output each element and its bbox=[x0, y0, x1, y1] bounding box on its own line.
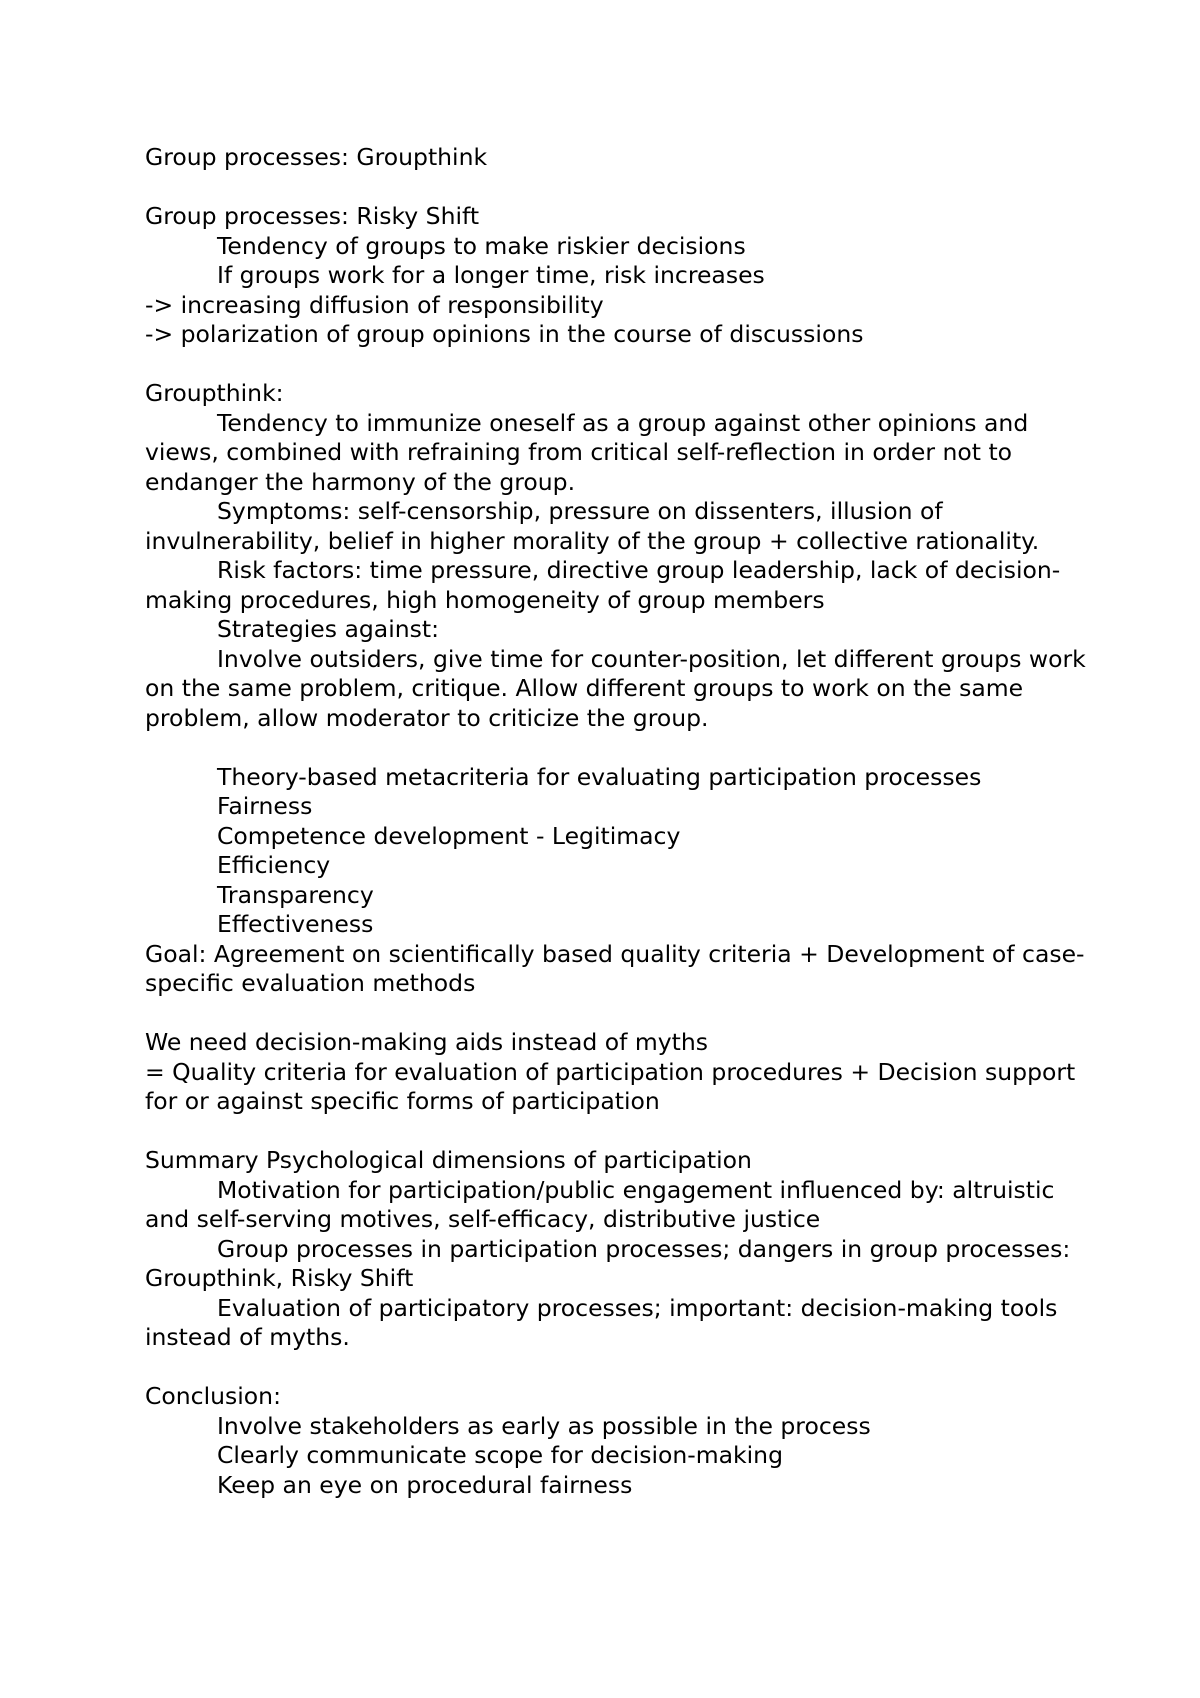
spacer bbox=[145, 173, 1095, 203]
decision-aids-heading: We need decision-making aids instead of myths bbox=[145, 1028, 709, 1056]
risky-shift-arrow-1: -> increasing diffusion of responsibility bbox=[145, 290, 604, 319]
goal-text: Goal: Agreement on scientifically based quality criteria + Development of case-specific evaluation methods bbox=[145, 939, 1085, 997]
conclusion-item: Clearly communicate scope for decision-making bbox=[217, 1441, 783, 1469]
groupthink-strategies: Involve outsiders, give time for counter-position, let different groups work on the same problem, critique. Allow different groups to work on the same problem, allow moderator to criticize the group. bbox=[145, 644, 1086, 732]
groupthink-heading: Groupthink: bbox=[145, 379, 284, 407]
conclusion-item: Keep an eye on procedural fairness bbox=[217, 1470, 633, 1499]
spacer bbox=[145, 350, 1095, 380]
risky-shift-arrow-2: -> polarization of group opinions in the course of discussions bbox=[145, 320, 864, 348]
document-page bbox=[145, 143, 1095, 1500]
spacer bbox=[145, 1117, 1095, 1147]
conclusion-heading: Conclusion: bbox=[145, 1382, 281, 1410]
groupthink-strategies-heading: Strategies against: bbox=[217, 615, 439, 643]
summary-item: Evaluation of participatory processes; important: decision-making tools instead of myths. bbox=[145, 1293, 1058, 1351]
decision-aids-text: = Quality criteria for evaluation of participation procedures + Decision support for or against specific forms of participation bbox=[145, 1057, 1076, 1115]
metacriteria-item: Competence development - Legitimacy bbox=[217, 821, 681, 850]
metacriteria-item: Fairness bbox=[217, 792, 313, 820]
metacriteria-item: Efficiency bbox=[217, 851, 331, 879]
risky-shift-line-2: If groups work for a longer time, risk increases bbox=[217, 261, 765, 289]
metacriteria-item: Transparency bbox=[217, 880, 374, 909]
groupthink-symptoms: Symptoms: self-censorship, pressure on dissenters, illusion of invulnerability, belief in higher morality of the group + collective rationality. bbox=[145, 497, 1040, 555]
summary-item: Group processes in participation processes; dangers in group processes: Groupthink, Risky Shift bbox=[145, 1234, 1071, 1292]
conclusion-item: Involve stakeholders as early as possible in the process bbox=[217, 1411, 871, 1440]
metacriteria-heading: Theory-based metacriteria for evaluating participation processes bbox=[217, 762, 982, 791]
groupthink-definition: Tendency to immunize oneself as a group against other opinions and views, combined with refraining from critical self-reflection in order not to endanger the harmony of the group. bbox=[145, 408, 1029, 496]
heading-risky-shift: Group processes: Risky Shift bbox=[145, 202, 480, 230]
metacriteria-item: Effectiveness bbox=[217, 910, 374, 938]
summary-heading: Summary Psychological dimensions of participation bbox=[145, 1146, 752, 1174]
groupthink-risk-factors: Risk factors: time pressure, directive group leadership, lack of decision-making procedures, high homogeneity of group members bbox=[145, 556, 1061, 614]
risky-shift-line-1: Tendency of groups to make riskier decisions bbox=[217, 231, 746, 260]
summary-item: Motivation for participation/public engagement influenced by: altruistic and self-serving motives, self-efficacy, distributive justice bbox=[145, 1175, 1055, 1233]
spacer bbox=[145, 1353, 1095, 1383]
spacer bbox=[145, 733, 1095, 763]
heading-groupthink-top: Group processes: Groupthink bbox=[145, 143, 488, 171]
spacer bbox=[145, 999, 1095, 1029]
